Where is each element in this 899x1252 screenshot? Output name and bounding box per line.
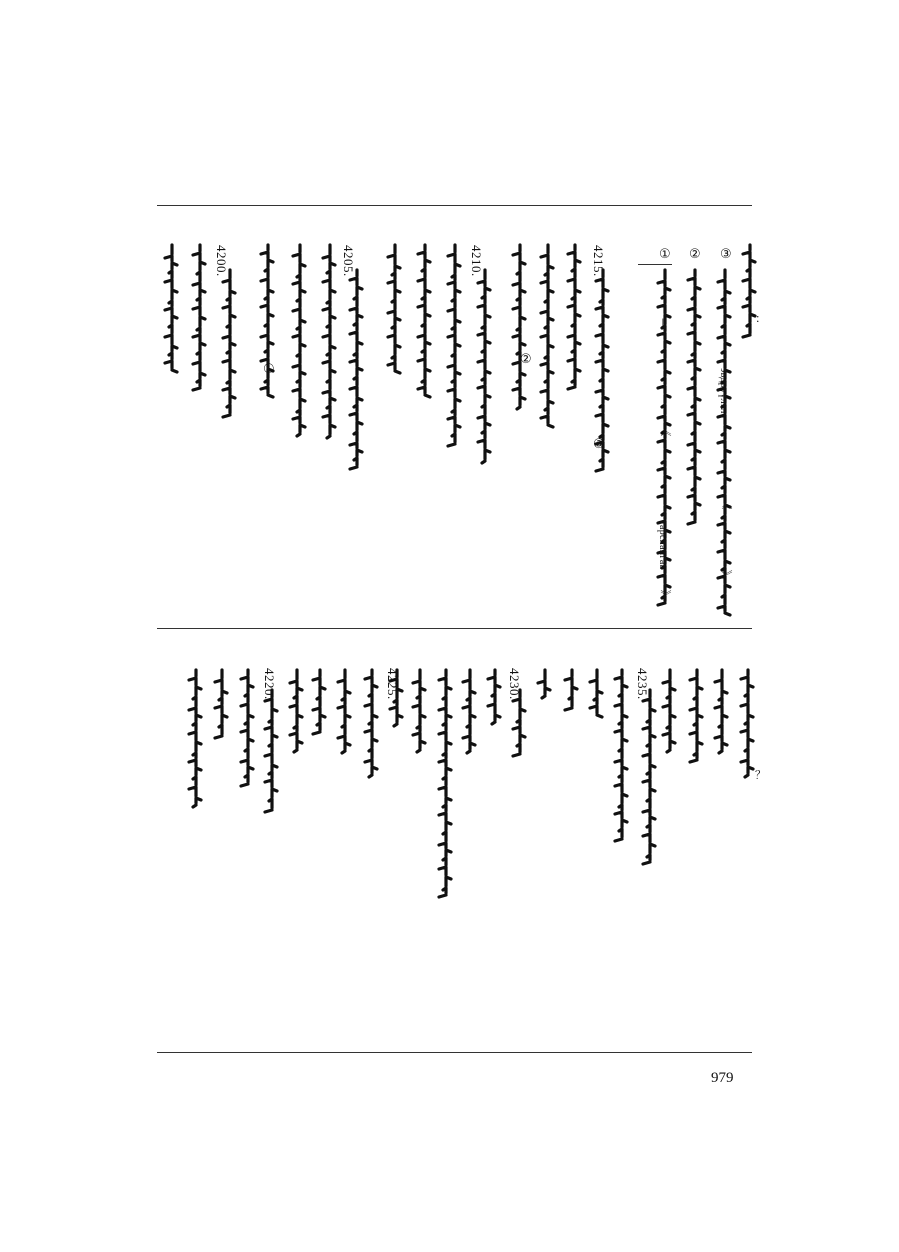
mongolian-lower-line-19: [290, 670, 302, 752]
mongolian-lower-line-21: [241, 670, 253, 786]
footnote-marker-2: ②: [689, 247, 701, 262]
mongolian-upper-line-8: [513, 245, 525, 409]
mongolian-upper-line-17: [223, 270, 235, 417]
mongolian-lower-line-18: [313, 670, 325, 734]
mongolian-lower-line-6: [615, 670, 627, 841]
mongolian-lower-line-16: [365, 670, 377, 777]
colon-1: ：: [748, 315, 761, 326]
mongolian-upper-line-9: [478, 270, 490, 463]
page-number: 979: [711, 1070, 734, 1086]
mongolian-lower-line-12: [463, 670, 475, 753]
mongolian-upper-line-3: [688, 270, 700, 524]
mongolian-upper-line-12: [388, 245, 400, 373]
cyrillic-word-2: арслангаа: [657, 525, 668, 570]
dash-3: —: [657, 318, 670, 329]
dash-1: —: [718, 438, 731, 449]
open-quote-2: 《: [659, 425, 672, 436]
open-quote-1: 《: [720, 498, 733, 509]
close-quote-1: 》: [720, 570, 733, 581]
mongolian-lower-line-5: [643, 690, 655, 864]
footnote-marker-3: ③: [720, 247, 732, 262]
line-number-4210: 4210.: [469, 245, 484, 277]
line-number-4230: 4230.: [507, 668, 522, 700]
mongolian-lower-line-3: [690, 670, 702, 762]
line-number-4200: 4200.: [214, 245, 229, 277]
mongolian-lower-line-4: [663, 670, 675, 752]
mongolian-lower-line-1: [741, 670, 753, 777]
mongolian-lower-line-22: [215, 670, 227, 738]
close-quote-2: 》: [659, 590, 672, 601]
line-number-4235: 4235.: [635, 668, 650, 700]
mongolian-lower-line-9: [538, 670, 550, 698]
mongolian-lower-line-20: [265, 690, 277, 812]
line-number-4220: 4220.: [262, 668, 277, 700]
mongolian-lower-line-17: [338, 670, 350, 753]
cyrillic-word-1: эвдрүүлэл: [718, 368, 729, 414]
inline-marker-2: ②: [520, 352, 532, 367]
mongolian-lower-line-2: [715, 670, 727, 753]
mongolian-lower-line-8: [565, 670, 577, 710]
mongolian-lower-line-7: [590, 670, 602, 717]
mongolian-upper-line-10: [448, 245, 460, 446]
mongolian-lower-line-10: [513, 690, 525, 756]
question-mark: ？: [748, 770, 761, 781]
mongolian-upper-line-7: [541, 245, 553, 427]
mongolian-upper-line-11: [418, 245, 430, 397]
mongolian-upper-line-19: [165, 245, 177, 372]
line-number-4225: 4225.: [385, 668, 400, 700]
mongolian-upper-line-14: [323, 245, 335, 438]
dash-2: —: [688, 322, 701, 333]
footnote-marker-1: ①: [659, 247, 671, 262]
mongolian-lower-line-11: [488, 670, 500, 724]
inline-marker-1: ①: [263, 362, 275, 377]
mongolian-upper-line-18: [193, 245, 205, 390]
mongolian-upper-line-6: [568, 245, 580, 389]
mongolian-lower-line-13: [439, 670, 451, 897]
line-number-4215: 4215.: [591, 245, 606, 277]
inline-marker-3: ③: [593, 437, 605, 452]
mongolian-upper-line-15: [293, 245, 305, 436]
mongolian-lower-line-23: [189, 670, 201, 807]
line-number-4205: 4205.: [341, 245, 356, 277]
mongolian-upper-line-13: [350, 270, 362, 469]
mongolian-lower-line-14: [413, 670, 425, 752]
